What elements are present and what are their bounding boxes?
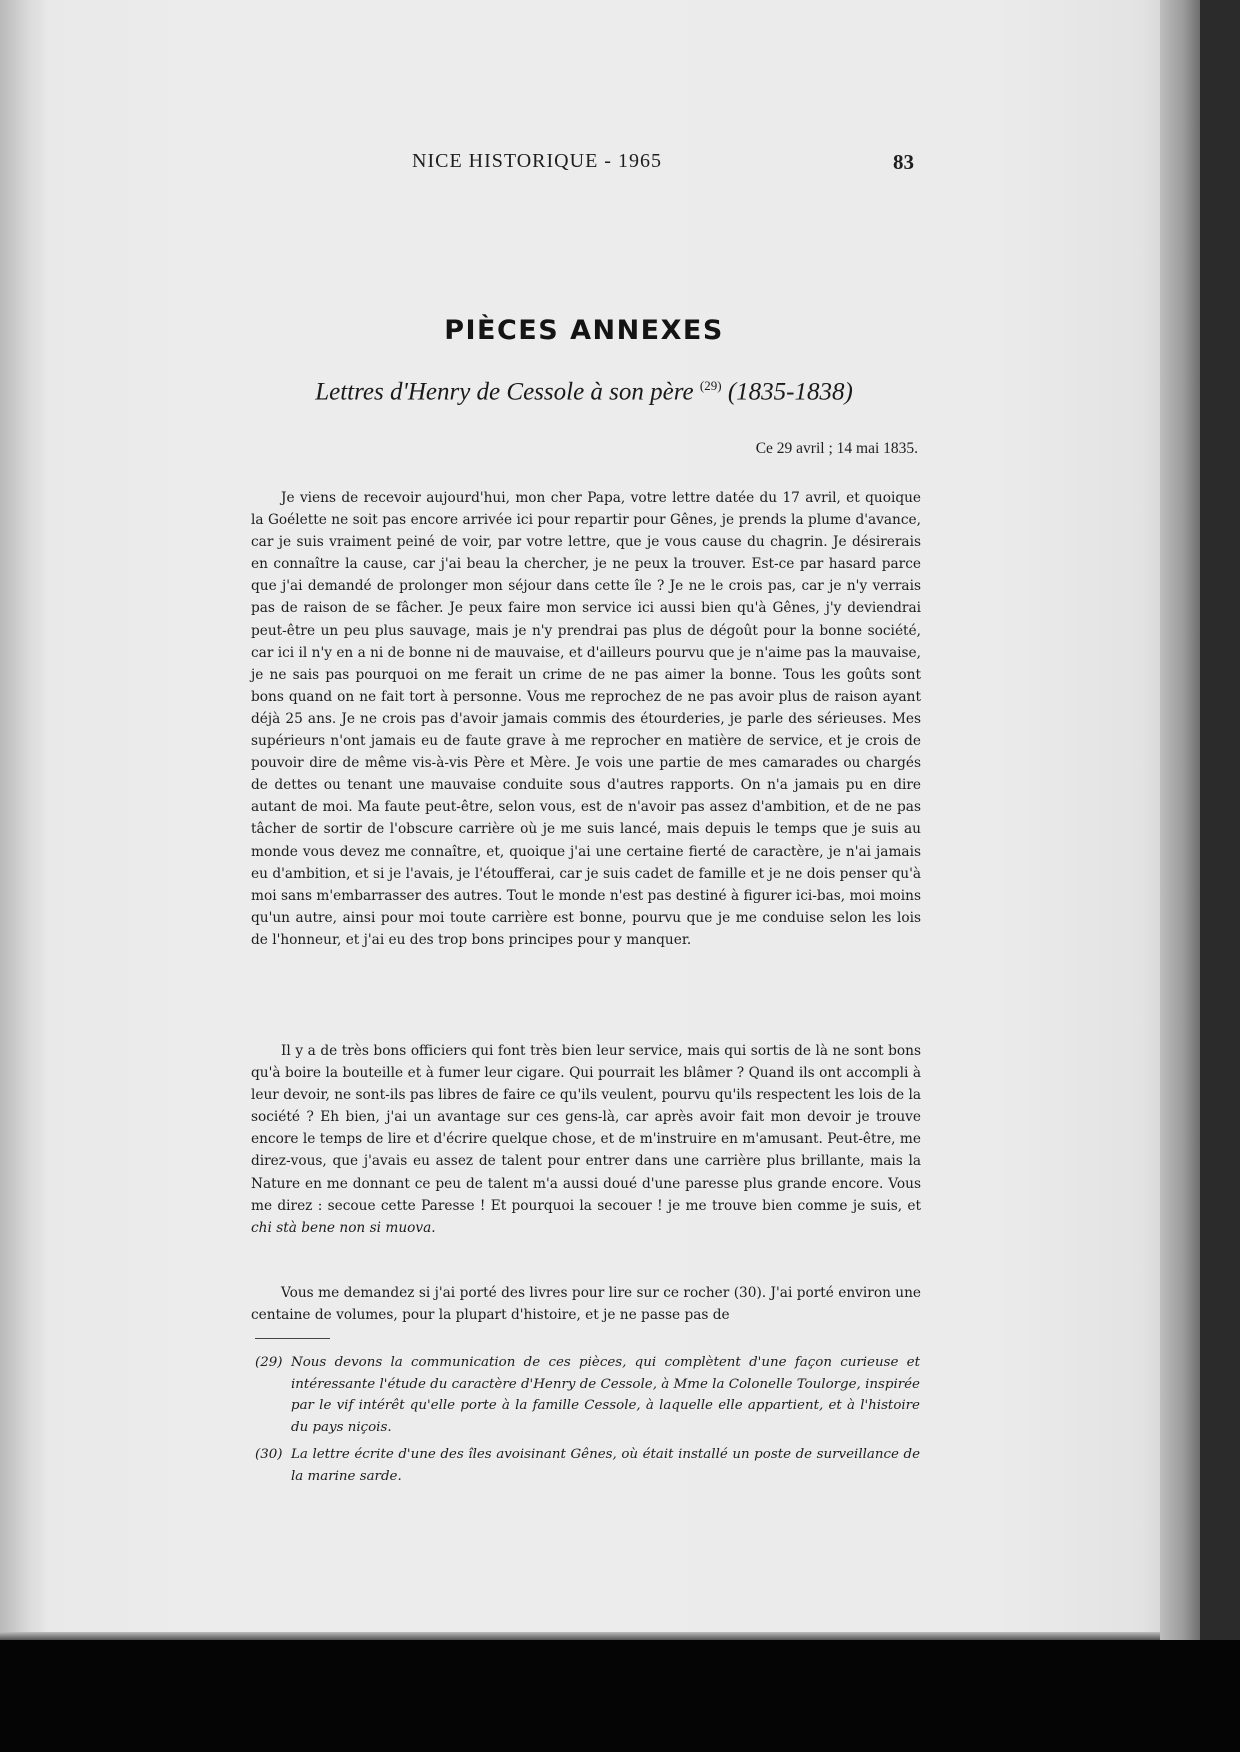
running-title: NICE HISTORIQUE - 1965 bbox=[412, 150, 662, 172]
italian-proverb: chi stà bene non si muova. bbox=[251, 1219, 436, 1236]
page-bottom-edge bbox=[0, 1632, 1168, 1640]
footnote-mark: (29) bbox=[255, 1355, 283, 1370]
subtitle-dates: (1835-1838) bbox=[727, 378, 853, 406]
footnote-rule bbox=[255, 1338, 330, 1339]
letter-paragraph-1: Je viens de recevoir aujourd'hui, mon cher Papa, votre lettre datée du 17 avril, et quoique la Goélette ne soit pas encore arrivée ici pour repartir pour Gênes, je prends la plume d'avance, car je suis vraiment peiné de voir, par votre lettre, que je vous cause du chagrin. Je désirerais en connaître la cause, car j'ai beau la chercher, je ne peux la trouver. Est-ce par hasard parce que j'ai demandé de prolonger mon séjour dans cette île ? Je ne le crois pas, car je n'y verrais pas de raison de se fâcher. Je peux faire mon service ici aussi bien qu'à Gênes, j'y deviendrai peut-être un peu plus sauvage, mais je n'y prendrai pas plus de dégoût pour la bonne société, car ici il n'y en a ni de bonne ni de mauvaise, et d'ailleurs pourvu que je n'aime pas la mauvaise, je ne sais pas pourquoi on me ferait un crime de ne pas aimer la bonne. Tous les goûts sont bons quand on ne fait tort à personne. Vous me reprochez de ne pas avoir plus de raison ayant déjà 25 ans. Je ne crois pas d'avoir jamais commis des étourderies, je parle des sérieuses. Mes supérieurs n'ont jamais eu de faute grave à me reprocher en matière de service, et je crois de pouvoir dire de même vis-à-vis Père et Mère. Je vois une partie de mes camarades ou chargés de dettes ou tenant une mauvaise conduite sous d'autres rapports. On n'a jamais pu en dire autant de moi. Ma faute peut-être, selon vous, est de n'avoir pas assez d'ambition, et de ne pas tâcher de sortir de l'obscure carrière où je me suis lancé, mais depuis le temps que je suis au monde vous devez me connaître, et, quoique j'ai une certaine fierté de caractère, je n'ai jamais eu d'ambition, et si je l'avais, je l'étoufferai, car je suis cadet de famille et je ne dois penser qu'à moi sans m'embarrasser des autres. Tout le monde n'est pas destiné à figurer ici-bas, moi moins qu'un autre, ainsi pour moi toute carrière est bonne, pourvu que je me conduise selon les lois de l'honneur, et j'ai eu des trop bons principes pour y manquer. bbox=[251, 490, 921, 948]
subtitle-main: Lettres d'Henry de Cessole à son père bbox=[315, 378, 694, 406]
letter-dateline: Ce 29 avril ; 14 mai 1835. bbox=[755, 440, 918, 457]
letter-paragraph-2 bbox=[251, 1040, 921, 1239]
subtitle-footnote-ref: (29) bbox=[699, 378, 722, 393]
scanner-bed bbox=[0, 1640, 1240, 1752]
footnote-mark: (30) bbox=[255, 1447, 283, 1463]
page-right-edge bbox=[1160, 0, 1200, 1645]
footnote-text: La lettre écrite d'une des îles avoisinant Gênes, où était installé un poste de surveillance de la marine sarde. bbox=[291, 1447, 920, 1484]
page-number: 83 bbox=[893, 150, 914, 174]
binding-fold bbox=[0, 0, 46, 1640]
section-subtitle bbox=[0, 378, 1168, 406]
footnotes bbox=[255, 1352, 920, 1494]
footnote-29 bbox=[255, 1352, 920, 1438]
footnote-30 bbox=[255, 1444, 920, 1487]
letter-paragraph-3: Vous me demandez si j'ai porté des livres pour lire sur ce rocher (30). J'ai porté environ une centaine de volumes, pour la plupart d'histoire, et je ne passe pas de bbox=[251, 1285, 921, 1324]
section-title: PIÈCES ANNEXES bbox=[444, 315, 724, 346]
footnote-text: Nous devons la communication de ces pièces, qui complètent d'une façon curieuse et intéressante l'étude du caractère d'Henry de Cessole, à Mme la Colonelle Toulorge, inspirée par le vif intérêt qu'elle porte à la famille Cessole, à laquelle elle appartient, et à l'histoire du pays niçois. bbox=[291, 1355, 920, 1435]
paragraph-2-text: Il y a de très bons officiers qui font très bien leur service, mais qui sortis de là ne sont bons qu'à boire la bouteille et à fumer leur cigare. Qui pourrait les blâmer ? Quand ils ont accompli à leur devoir, ne sont-ils pas libres de faire ce qu'ils veulent, pourvu qu'ils respectent les lois de la société ? Eh bien, j'ai un avantage sur ces gens-là, car après avoir fait mon devoir je trouve encore le temps de lire et d'écrire quelque chose, et de m'instruire en m'amusant. Peut-être, me direz-vous, que j'avais eu assez de talent pour entrer dans une carrière plus brillante, mais la Nature en me donnant ce peu de talent m'a aussi doué d'une paresse plus grande encore. Vous me direz : secoue cette Paresse ! Et pourquoi la secouer ! je me trouve bien comme je suis, et bbox=[251, 1043, 921, 1214]
